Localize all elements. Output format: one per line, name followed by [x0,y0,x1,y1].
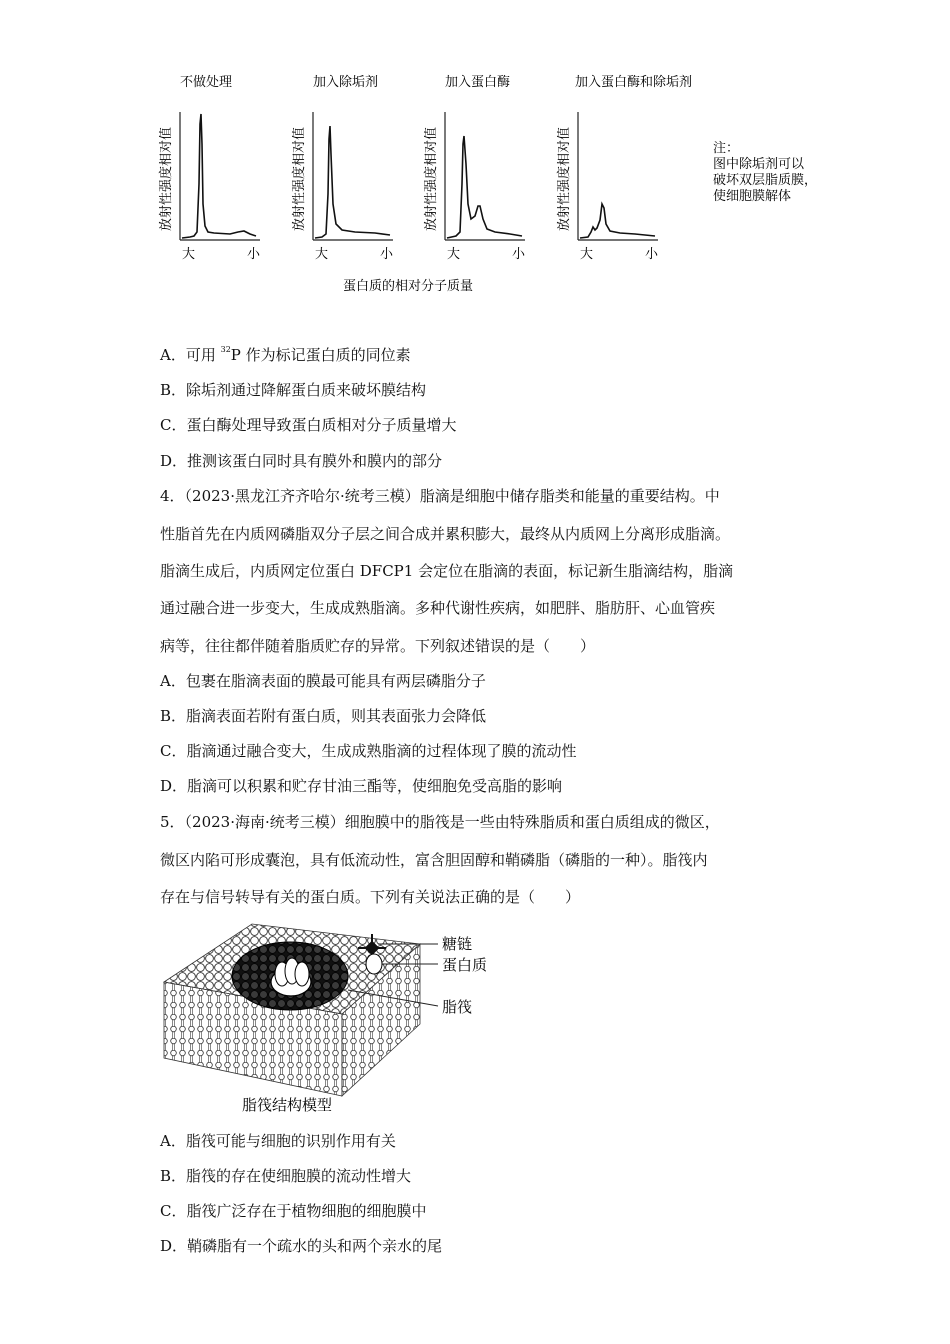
option-text: A．可用 [160,346,221,364]
q3-option-c: C．蛋白酶处理导致蛋白质相对分子质量增大 [160,416,457,434]
q3-option-b: B．除垢剂通过降解蛋白质来破坏膜结构 [160,381,427,399]
x-tick-large: 大 [447,247,461,262]
q5-option-b: B．脂筏的存在使细胞膜的流动性增大 [160,1167,412,1185]
x-axis-label: 蛋白质的相对分子质量 [343,279,474,294]
q4-option-d: D．脂滴可以积累和贮存甘油三酯等，使细胞免受高脂的影响 [160,777,563,795]
x-tick-large: 大 [315,247,329,262]
q3-option-a [160,345,411,365]
panel-title: 加入蛋白酶 [445,75,511,90]
panel-ylabel: 放射性强度相对值 [557,126,572,232]
chromatography-svg [150,64,830,304]
panel-untreated [158,74,261,262]
x-tick-large: 大 [580,247,594,262]
panel-title: 加入蛋白酶和除垢剂 [575,75,693,90]
figure-caption: 脂筏结构模型 [242,1096,333,1114]
label-sugar-chain: 糖链 [442,935,473,953]
x-tick-small: 小 [380,247,394,262]
q5-stem-line: 5．（2023·海南·统考三模）细胞膜中的脂筏是一些由特殊脂质和蛋白质组成的微区， [160,813,720,831]
radioactivity-curve [447,136,522,238]
q4-stem-line: 通过融合进一步变大，生成成熟脂滴。多种代谢性疾病，如肥胖、脂肪肝、心血管疾 [160,599,716,617]
label-lipid-raft: 脂筏 [442,998,473,1016]
panel-title: 加入除垢剂 [313,75,379,90]
note-line: 图中除垢剂可以 [713,157,805,172]
note-line: 注： [713,141,740,156]
q3-option-d: D．推测该蛋白同时具有膜外和膜内的部分 [160,452,443,470]
panel-ylabel: 放射性强度相对值 [424,126,439,232]
lipid-raft-figure [160,918,500,1118]
x-tick-small: 小 [645,247,659,262]
q5-stem-line: 存在与信号转导有关的蛋白质。下列有关说法正确的是（ ） [160,888,581,906]
isotope-superscript: 32 [220,345,231,354]
radioactivity-curve [315,126,390,238]
x-tick-large: 大 [182,247,196,262]
q4-option-a: A．包裹在脂滴表面的膜最可能具有两层磷脂分子 [160,672,486,690]
panel-title: 不做处理 [180,75,233,90]
panel-protease [423,74,526,262]
panel-ylabel: 放射性强度相对值 [159,126,174,232]
q4-stem-line: 性脂首先在内质网磷脂双分子层之间合成并累积膨大，最终从内质网上分离形成脂滴。 [160,525,731,543]
q4-stem-line: 4．（2023·黑龙江齐齐哈尔·统考三模）脂滴是细胞中储存脂类和能量的重要结构。中 [160,487,720,505]
figure-note [713,141,817,204]
x-tick-small: 小 [512,247,526,262]
q4-option-b: B．脂滴表面若附有蛋白质，则其表面张力会降低 [160,707,487,725]
q5-option-d: D．鞘磷脂有一个疏水的头和两个亲水的尾 [160,1237,443,1255]
panel-ylabel: 放射性强度相对值 [292,126,307,232]
x-tick-small: 小 [247,247,261,262]
option-text: P 作为标记蛋白质的同位素 [230,346,411,364]
lipid-raft-svg [160,918,500,1118]
label-protein: 蛋白质 [442,956,488,974]
q5-stem-line: 微区内陷可形成囊泡，具有低流动性，富含胆固醇和鞘磷脂（磷脂的一种）。脂筏内 [160,851,708,869]
q5-option-a: A．脂筏可能与细胞的识别作用有关 [160,1132,396,1150]
radioactivity-curve [580,204,655,238]
q4-stem-line: 病等，往往都伴随着脂质贮存的异常。下列叙述错误的是（ ） [160,637,596,655]
note-line: 破坏双层脂质膜， [713,173,818,188]
q4-option-c: C．脂滴通过融合变大，生成成熟脂滴的过程体现了膜的流动性 [160,742,577,760]
chromatography-figure [150,64,830,304]
panel-protease-detergent [556,74,692,262]
panel-detergent [291,74,394,262]
radioactivity-curve [182,114,256,238]
q4-stem-line: 脂滴生成后，内质网定位蛋白 DFCP1 会定位在脂滴的表面，标记新生脂滴结构，脂滴 [160,562,734,580]
q5-option-c: C．脂筏广泛存在于植物细胞的细胞膜中 [160,1202,427,1220]
note-line: 使细胞膜解体 [713,189,792,204]
